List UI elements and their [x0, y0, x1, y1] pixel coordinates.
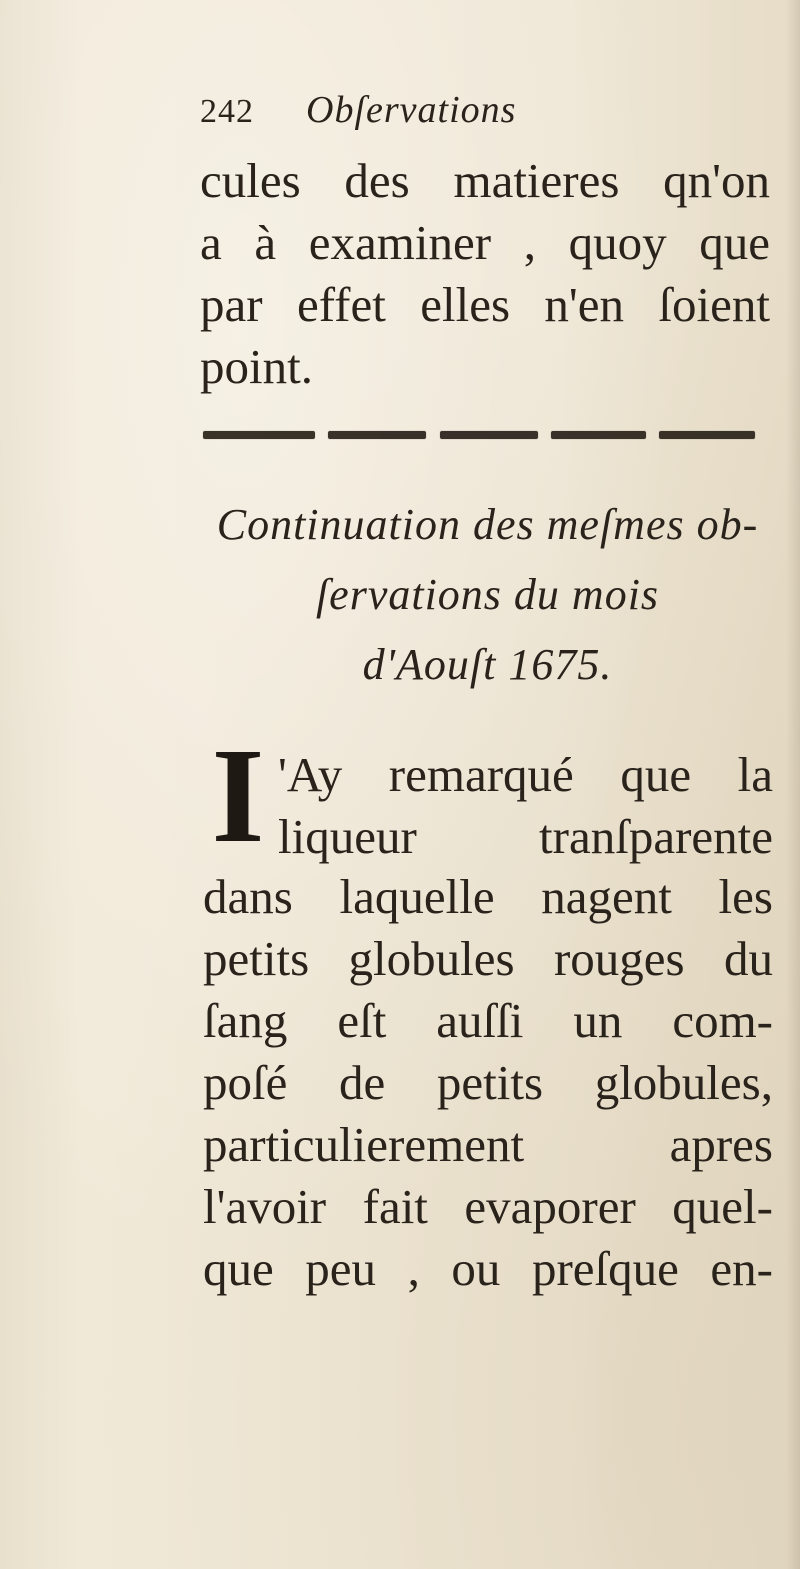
text-line: que peu , ou preſque en-	[203, 1241, 773, 1296]
section-separator-rule	[203, 428, 755, 442]
heading-line: ſervations du mois	[315, 570, 660, 619]
text-line: liqueur tranſparente	[278, 809, 773, 864]
rule-segment	[551, 431, 646, 439]
paragraph-body	[203, 866, 773, 1300]
rule-segment	[659, 431, 755, 439]
running-head	[200, 82, 630, 138]
text-line: petits globules rouges du	[203, 931, 773, 986]
heading-line: Continuation des meſmes ob-	[216, 500, 759, 549]
paragraph-opening-lines	[278, 744, 773, 868]
rule-segment	[328, 431, 426, 439]
text-line: 'Ay remarqué que la	[278, 747, 773, 802]
text-line: l'avoir fait evaporer quel-	[203, 1179, 773, 1234]
text-line: poſé de petits globules,	[203, 1055, 773, 1110]
heading-line: d'Aouſt 1675.	[362, 640, 613, 689]
rule-segment	[440, 431, 538, 439]
text-line: dans laquelle nagent les	[203, 869, 773, 924]
running-title: Obſervations	[306, 89, 517, 131]
text-line: cules des matieres qn'on	[200, 153, 770, 208]
text-line: par effet elles n'en ſoient	[200, 277, 770, 332]
page-edge-shadow	[786, 0, 800, 1569]
text-line: ſang eſt auſſi un com-	[203, 993, 773, 1048]
section-heading	[200, 490, 775, 700]
page-number: 242	[200, 93, 254, 130]
text-line: a à examiner , quoy que	[200, 215, 770, 270]
text-line: particulierement apres	[203, 1117, 773, 1172]
rule-segment	[203, 431, 315, 439]
continuation-paragraph	[200, 150, 770, 398]
drop-cap: I	[211, 721, 265, 871]
text-line: point.	[200, 339, 313, 394]
